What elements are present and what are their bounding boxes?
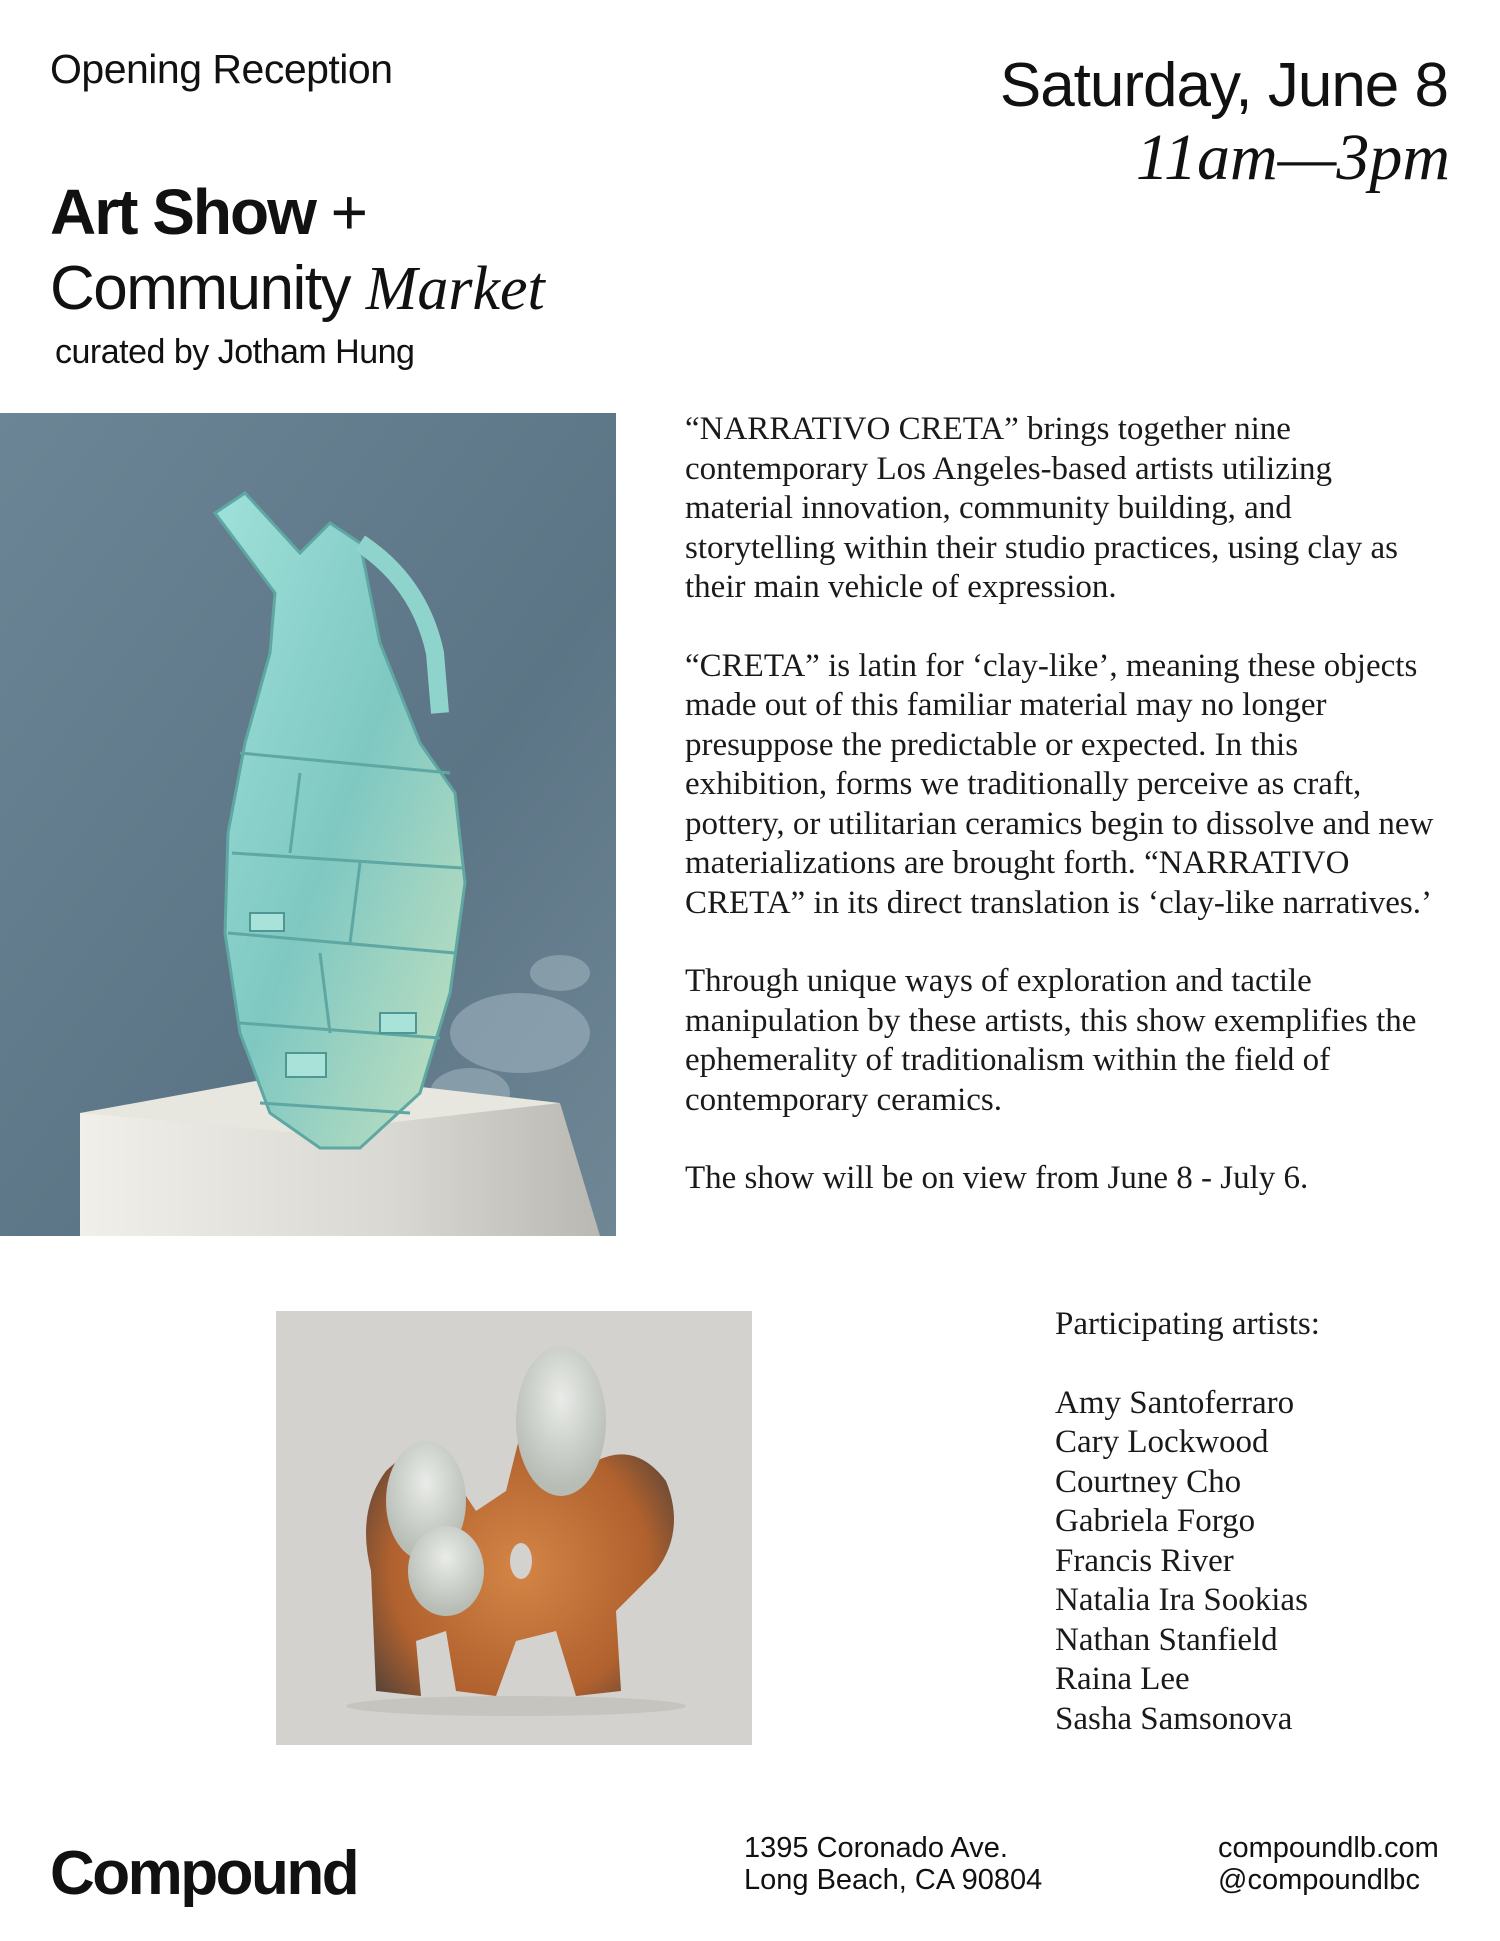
artist-name: Amy Santoferraro (1055, 1384, 1295, 1421)
address-line-1: 1395 Coronado Ave. (744, 1832, 1008, 1864)
sculpture-photo (276, 1311, 752, 1745)
contact-links (1218, 1832, 1439, 1896)
title-plus: + (314, 176, 367, 248)
description-paragraph-3: Through unique ways of exploration and tactile manipulation by these artists, this show exemplifies the ephemerality of traditionalism within the field of contemporary ceramics. (685, 963, 1417, 1118)
artists-list (1055, 1384, 1455, 1740)
participating-artists (1055, 1305, 1455, 1739)
market-title: Market (365, 255, 545, 323)
artist-name: Courtney Cho (1055, 1463, 1242, 1500)
title-line-2 (50, 253, 545, 325)
artist-name: Nathan Stanfield (1055, 1621, 1278, 1658)
title-line-1 (50, 175, 366, 249)
event-date: Saturday, June 8 (999, 51, 1448, 120)
artist-name: Gabriela Forgo (1055, 1503, 1256, 1539)
curator-credit: curated by Jotham Hung (55, 333, 415, 371)
artists-heading: Participating artists: (1055, 1306, 1320, 1342)
description-paragraph-4: The show will be on view from June 8 - July 6. (685, 1160, 1309, 1196)
artist-name: Cary Lockwood (1055, 1424, 1269, 1460)
exhibition-description (685, 410, 1445, 1238)
venue-address (744, 1832, 1042, 1896)
opening-reception-label: Opening Reception (50, 46, 393, 92)
artist-name: Francis River (1055, 1542, 1234, 1579)
artist-name: Raina Lee (1055, 1661, 1190, 1697)
compound-logo: Compound (50, 1839, 358, 1908)
description-paragraph-1: “NARRATIVO CRETA” brings together nine contemporary Los Angeles-based artists utilizing material innovation, community building, and storytelling within their studio practices, using clay as their main vehicle of expression. (685, 411, 1399, 605)
address-line-2: Long Beach, CA 90804 (744, 1864, 1043, 1896)
website-link[interactable]: compoundlb.com (1218, 1832, 1439, 1864)
artist-name: Sasha Samsonova (1055, 1700, 1293, 1737)
vase-photo (0, 413, 616, 1236)
instagram-handle[interactable]: @compoundlbc (1218, 1864, 1420, 1896)
artist-name: Natalia Ira Sookias (1055, 1582, 1308, 1618)
event-time: 11am—3pm (1135, 121, 1450, 194)
description-paragraph-2: “CRETA” is latin for ‘clay-like’, meaning these objects made out of this familiar material may no longer presuppose the predictable or expected. In this exhibition, forms we traditionally perceive as craft, pottery, or utilitarian ceramics begin to dissolve and new materializations are brought forth. “NARRATIVO CRETA” in its direct translation is ‘clay-like narratives.’ (685, 647, 1434, 921)
community-title: Community (50, 254, 366, 323)
art-show-title: Art Show (50, 176, 315, 248)
